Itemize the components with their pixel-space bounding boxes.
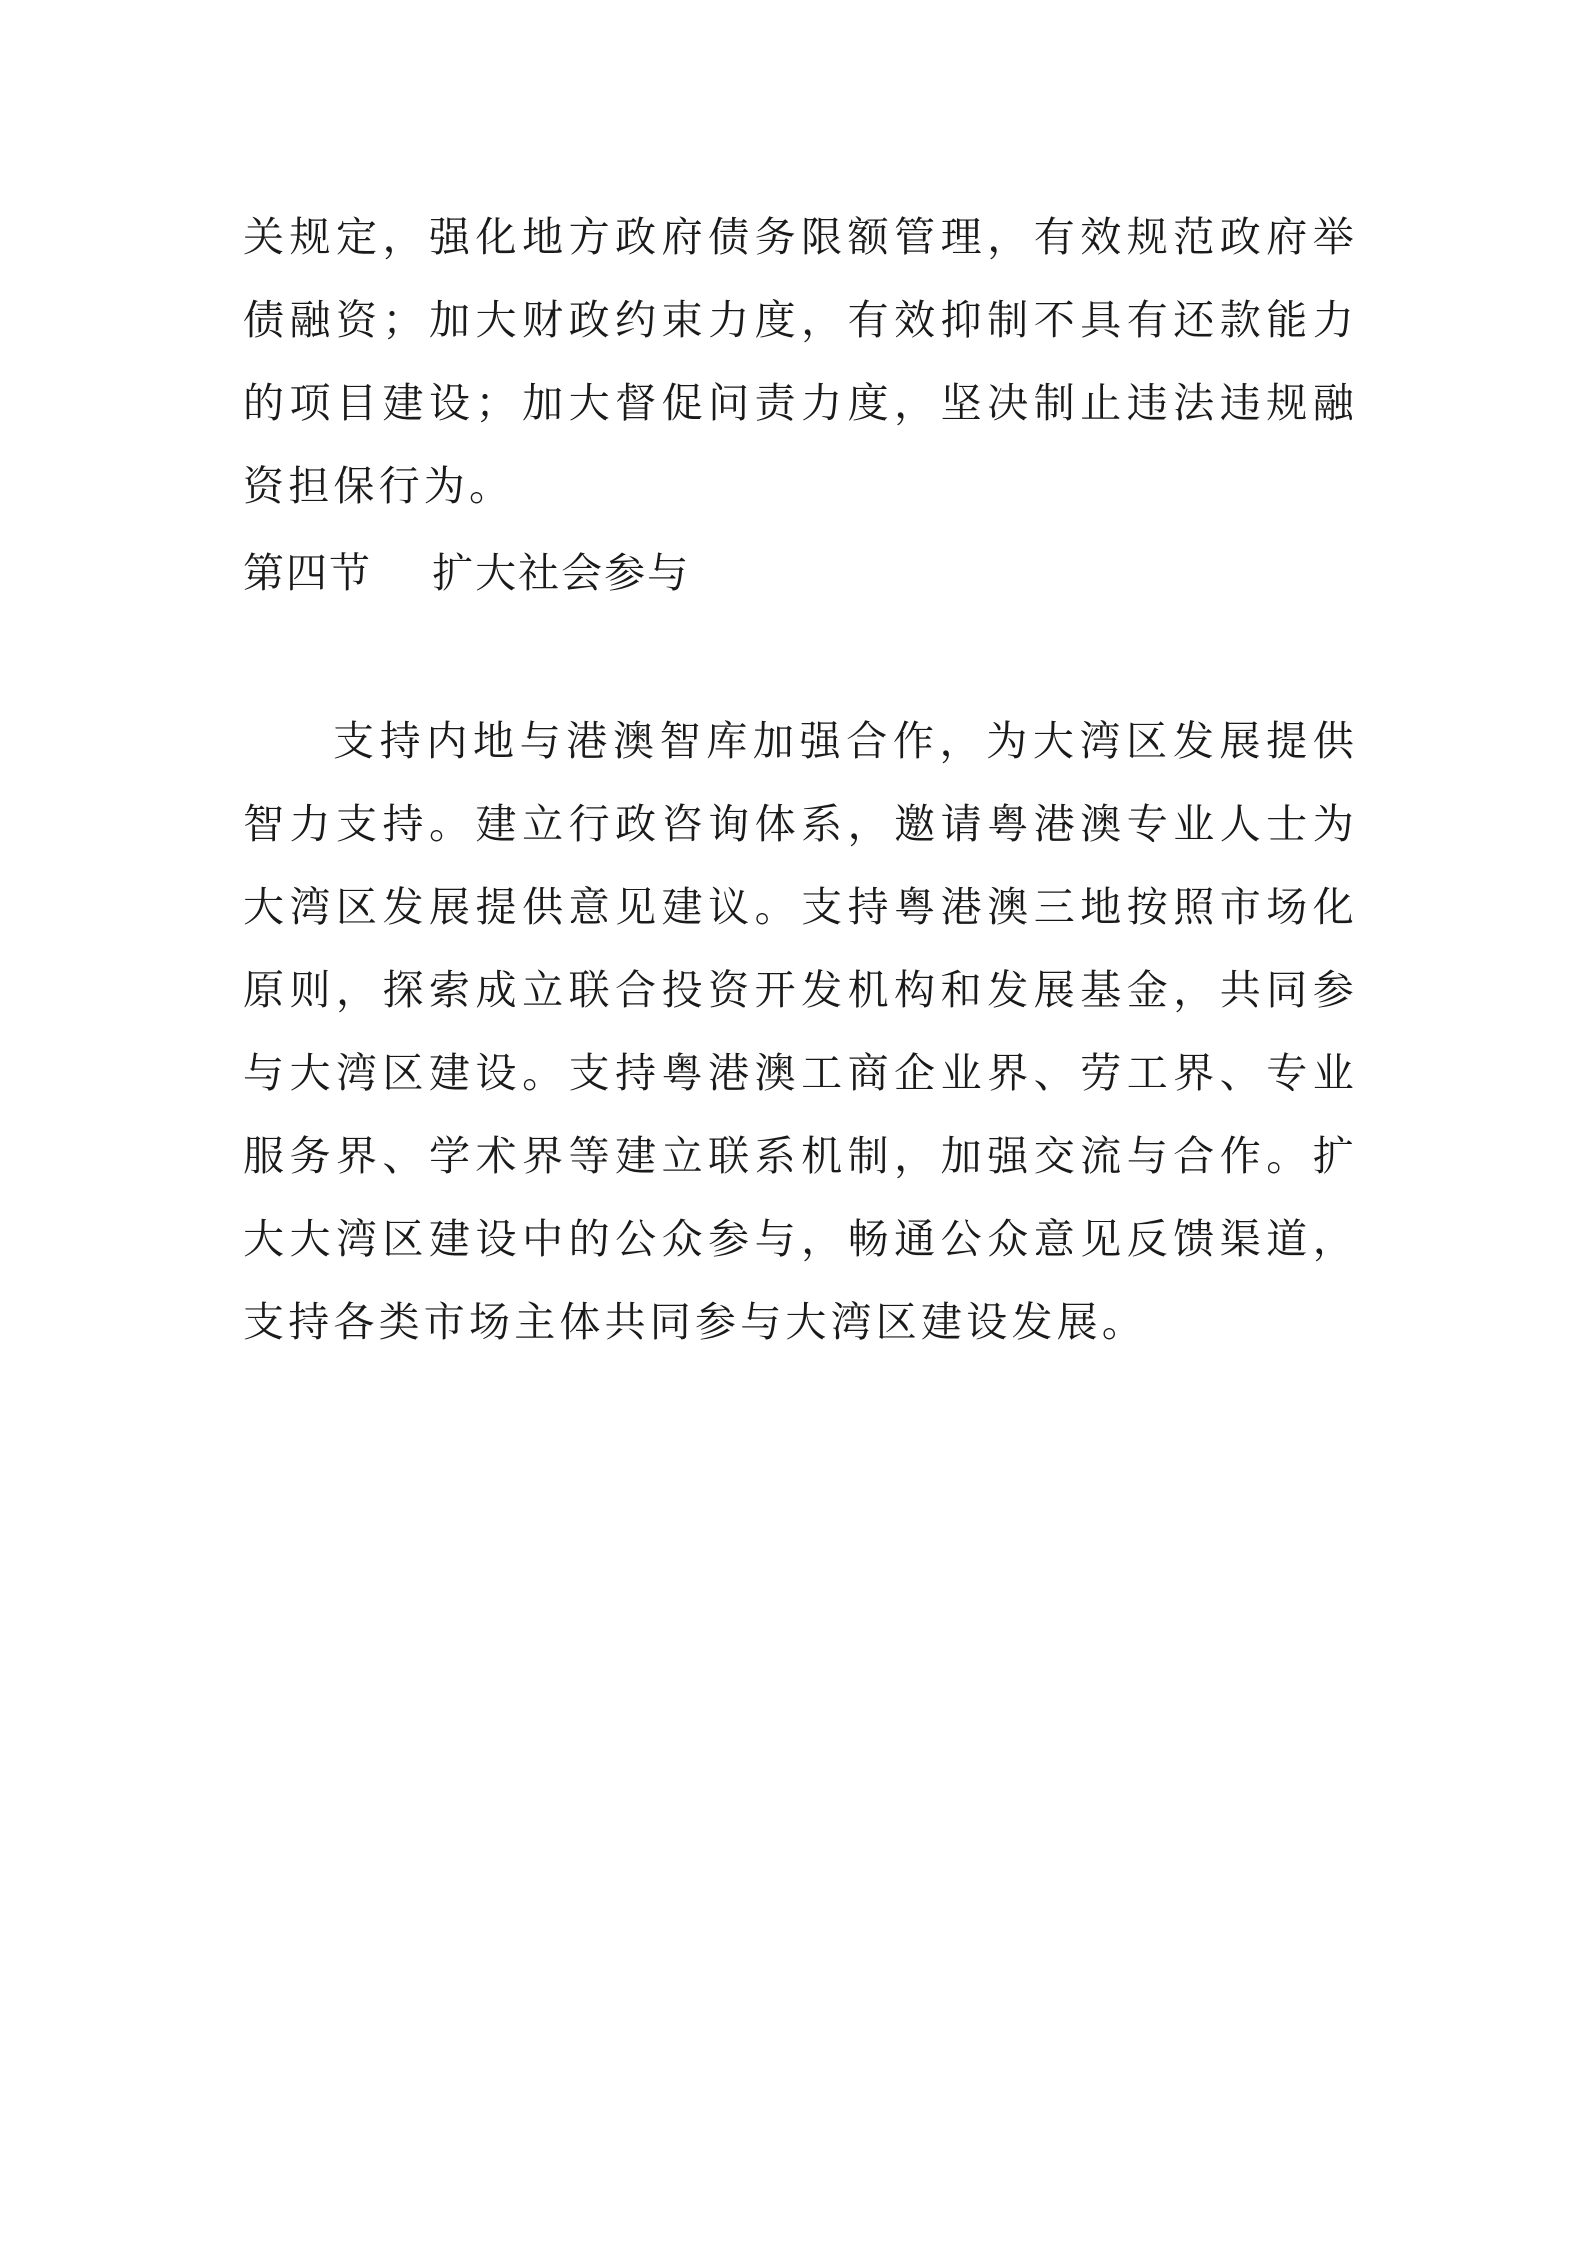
- paragraph-social-participation: 支持内地与港澳智库加强合作，为大湾区发展提供智力支持。建立行政咨询体系，邀请粤港澳专业人士为大湾区发展提供意见建议。支持粤港澳三地按照市场化原则，探索成立联合投资开发机构和发展基金，共同参与大湾区建设。支持粤港澳工商企业界、劳工界、专业服务界、学术界等建立联系机制，加强交流与合作。扩大大湾区建设中的公众参与，畅通公众意见反馈渠道，支持各类市场主体共同参与大湾区建设发展。: [243, 717, 1358, 1346]
- section-number: 第四节: [243, 549, 372, 597]
- paragraph-debt-management: 关规定，强化地方政府债务限额管理，有效规范政府举债融资；加大财政约束力度，有效抑制不具有还款能力的项目建设；加大督促问责力度，坚决制止违法违规融资担保行为。: [243, 213, 1358, 510]
- section-title: 扩大社会参与: [432, 549, 691, 597]
- section-heading: [243, 532, 690, 615]
